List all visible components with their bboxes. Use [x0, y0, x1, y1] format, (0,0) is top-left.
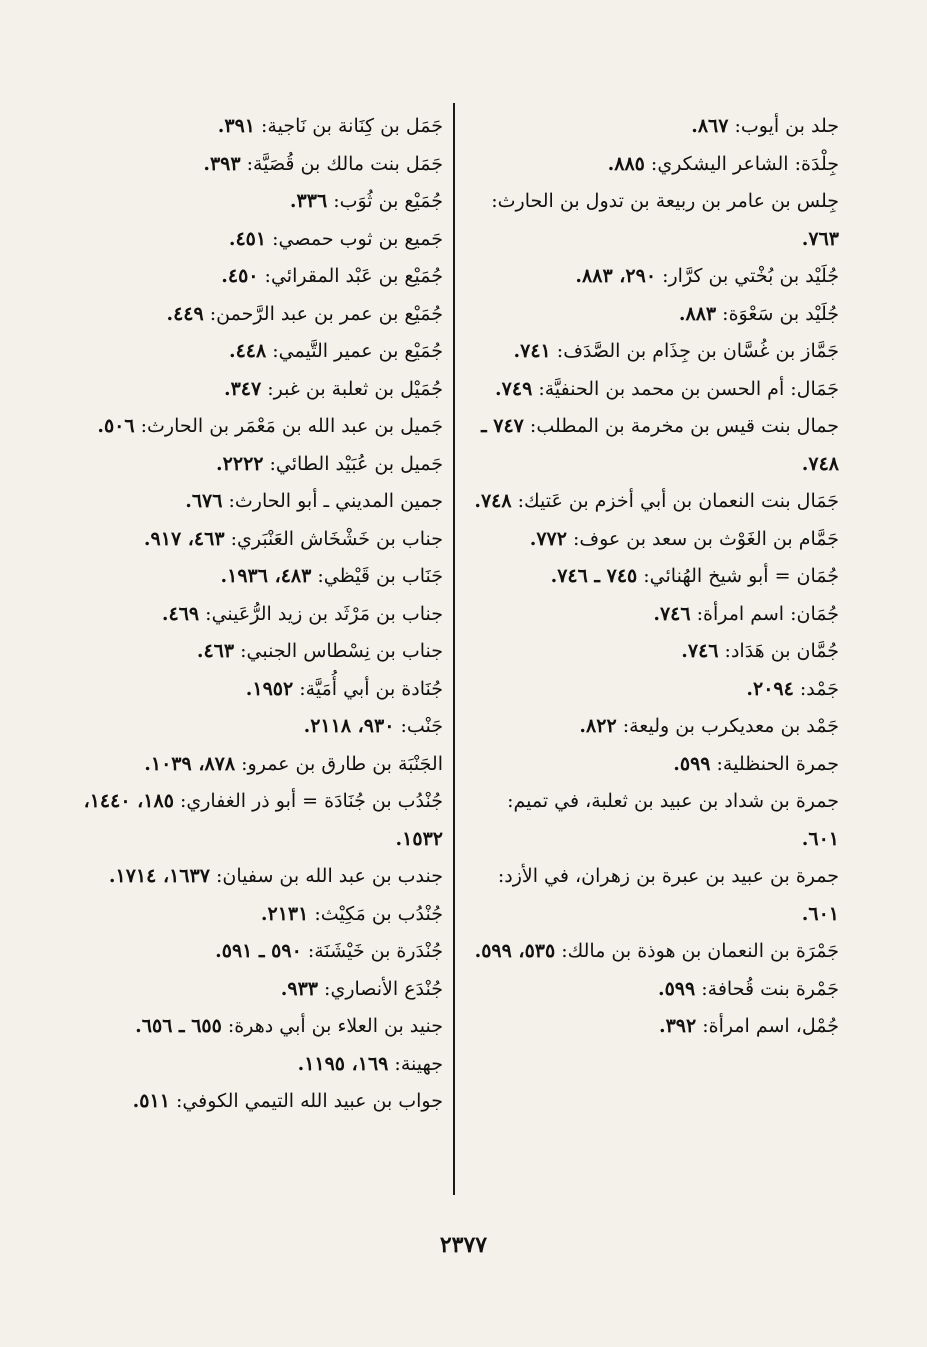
entry-name: جُمْل، اسم امرأة: — [696, 1015, 839, 1037]
entry-page-refs: ٤٨٣، ١٩٣٦. — [220, 565, 312, 587]
index-entry — [72, 521, 443, 559]
index-entry — [468, 1008, 839, 1046]
index-entry — [468, 746, 839, 784]
index-entry — [468, 671, 839, 709]
entry-page-refs: ٦٥٥ ـ ٦٥٦. — [135, 1015, 222, 1037]
entry-page-refs: ٥١١. — [132, 1090, 170, 1112]
entry-page-refs: ٧٤٦. — [681, 640, 719, 662]
entry-name: جَمْد بن معديكرب بن وليعة: — [616, 715, 839, 737]
entry-name: جُنْدُب بن جُنَادَة = أبو ذر الغفاري: — [173, 790, 443, 812]
entry-page-refs: ٦٠١. — [801, 827, 839, 850]
entry-name: جُلَيْد بن سَعْوَة: — [716, 302, 839, 325]
index-entry — [72, 258, 443, 296]
entry-page-refs: ٢٩٠، ٨٨٣. — [575, 265, 657, 287]
entry-page-refs: ٧٦٣. — [801, 227, 839, 250]
entry-name: جندب بن عبد الله بن سفيان: — [209, 865, 443, 887]
index-entry — [72, 896, 443, 934]
index-entry — [72, 108, 443, 146]
entry-page-refs: ٥٣٥، ٥٩٩. — [474, 940, 556, 962]
index-entry — [72, 971, 443, 1009]
index-entry — [72, 1008, 443, 1046]
entry-name: جمرة الحنظلية: — [710, 752, 839, 775]
entry-page-refs: ٧٤٩. — [495, 377, 533, 400]
index-entry — [72, 1046, 443, 1084]
entry-name: جُمَيْع بن عَبْد المقرائي: — [258, 265, 443, 287]
entry-name: جُنْدَرة بن خَيْشَنَة: — [301, 940, 443, 962]
entry-name: جُمَيْع بن عمير التَّيمي: — [266, 340, 443, 362]
entry-name: جِلس بن عامر بن ربيعة بن تدول بن الحارث: — [491, 190, 839, 212]
index-column-left — [72, 108, 443, 1121]
index-entry — [468, 408, 839, 483]
index-entry — [72, 1083, 443, 1121]
entry-name: جَمَال: أم الحسن بن محمد بن الحنفيَّة: — [532, 377, 839, 400]
entry-page-refs: ١٦٣٧، ١٧١٤. — [108, 865, 210, 887]
entry-page-refs: ٢٠٩٤. — [746, 677, 794, 700]
index-entry — [468, 483, 839, 521]
index-entry — [72, 933, 443, 971]
entry-name: جَميل بن عبد الله بن مَعْمَر بن الحارث: — [134, 415, 443, 437]
index-entry — [468, 296, 839, 334]
entry-name: جُمَيْع بن عمر بن عبد الرَّحمن: — [203, 302, 443, 325]
entry-name: جُنَادة بن أبي أُمَيَّة: — [293, 677, 443, 700]
column-divider — [453, 103, 455, 1195]
index-entry — [72, 221, 443, 259]
entry-page-refs: ٧٤٥ ـ ٧٤٦. — [550, 565, 638, 587]
entry-name: جَنْب: — [394, 715, 443, 737]
entry-name: جواب بن عبيد الله التيمي الكوفي: — [169, 1090, 443, 1112]
entry-page-refs: ٥٠٦. — [97, 415, 135, 437]
index-entry — [468, 708, 839, 746]
entry-name: جُمَان: اسم امرأة: — [690, 602, 839, 625]
index-entry — [72, 596, 443, 634]
entry-page-refs: ٣٩١. — [217, 115, 255, 137]
entry-page-refs: ٨٨٥. — [607, 152, 645, 175]
index-entry — [468, 633, 839, 671]
entry-page-refs: ٦٧٦. — [185, 490, 223, 512]
entry-page-refs: ٤٦٩. — [161, 602, 200, 625]
entry-name: جَمْرَة بن النعمان بن هوذة بن مالك: — [555, 940, 839, 962]
entry-page-refs: ٧٤٦. — [653, 602, 691, 625]
entry-name: جَمَّام بن الغَوْث بن سعد بن عوف: — [566, 527, 839, 550]
entry-page-refs: ٨٦٧. — [691, 115, 729, 137]
entry-name: جُلَيْد بن بُخْتي بن كرَّار: — [656, 265, 839, 287]
index-entry — [72, 746, 443, 784]
entry-name: جمال بنت قيس بن مخرمة بن المطلب: — [523, 415, 839, 437]
entry-name: جَمْرة بنت قُحافة: — [695, 977, 839, 1000]
entry-name: جُمَيْل بن ثعلبة بن غبر: — [261, 377, 443, 400]
index-entry — [468, 933, 839, 971]
index-entry — [468, 521, 839, 559]
index-entry — [72, 183, 443, 221]
entry-page-refs: ٧٤١. — [513, 340, 551, 362]
entry-page-refs: ٤٤٨. — [228, 340, 267, 362]
entry-page-refs: ١٩٥٢. — [245, 677, 294, 700]
index-entry — [468, 971, 839, 1009]
index-entry — [72, 708, 443, 746]
entry-page-refs: ١٨٥، ١٤٤٠، ١٥٣٢. — [83, 790, 443, 850]
index-entry — [468, 858, 839, 933]
index-entry — [72, 783, 443, 858]
index-entry — [468, 183, 839, 258]
entry-name: جَميل بن عُبَيْد الطائي: — [263, 452, 443, 475]
entry-name: جِلْدَة: الشاعر اليشكري: — [644, 152, 839, 175]
entry-page-refs: ٣٩٢. — [658, 1015, 697, 1037]
entry-name: جَمَال بنت النعمان بن أبي أخزم بن عَتيك: — [511, 490, 839, 512]
entry-page-refs: ١٦٩، ١١٩٥. — [297, 1052, 389, 1075]
entry-page-refs: ٩٣٣. — [280, 977, 319, 1000]
entry-page-refs: ٨٨٣. — [678, 302, 717, 325]
entry-name: جناب بن خَشْخَاش العَنْبَري: — [224, 527, 443, 550]
index-entry — [72, 671, 443, 709]
index-entry — [72, 371, 443, 409]
index-entry — [468, 783, 839, 858]
index-entry — [72, 558, 443, 596]
entry-page-refs: ٣٣٦. — [289, 190, 328, 212]
entry-page-refs: ٢١٣١. — [260, 902, 309, 925]
entry-name: جمرة بن عبيد بن عبرة بن زهران، في الأزد: — [497, 865, 839, 887]
index-entry — [72, 483, 443, 521]
index-entry — [468, 333, 839, 371]
entry-page-refs: ٥٩٠ ـ ٥٩١. — [215, 940, 302, 962]
index-entry — [72, 446, 443, 484]
entry-name: جَميع بن ثوب حمصي: — [266, 227, 443, 250]
entry-page-refs: ٧٧٢. — [529, 527, 567, 550]
entry-name: جُمَان = أبو شيخ الهُنائي: — [637, 565, 839, 587]
entry-name: جنيد بن العلاء بن أبي دهرة: — [221, 1015, 443, 1037]
index-entry — [468, 108, 839, 146]
entry-name: جُمَيْع بن ثُوَب: — [327, 190, 443, 212]
index-entry — [468, 558, 839, 596]
entry-page-refs: ٢٢٢٢. — [216, 452, 264, 475]
entry-name: جَمَّاز بن غُسَّان بن جِذَام بن الصَّدَف: — [550, 340, 839, 362]
entry-page-refs: ٥٩٩. — [657, 977, 696, 1000]
index-entry — [468, 146, 839, 184]
entry-page-refs: ٣٤٧. — [223, 377, 262, 400]
entry-page-refs: ٤٥١. — [228, 227, 267, 250]
index-entry — [72, 296, 443, 334]
index-entry — [468, 371, 839, 409]
entry-page-refs: ٧٤٧ ـ ٧٤٨. — [481, 415, 839, 475]
entry-name: جمين المديني ـ أبو الحارث: — [222, 490, 443, 512]
page-number: ٢٣٧٧ — [439, 1232, 488, 1258]
entry-page-refs: ٨٧٨، ١٠٣٩. — [144, 752, 236, 775]
entry-name: جَنَاب بن قَيْظي: — [311, 565, 443, 587]
index-entry — [72, 146, 443, 184]
entry-page-refs: ٤٥٠. — [221, 265, 259, 287]
index-entry — [468, 596, 839, 634]
entry-page-refs: ٤٦٣. — [196, 640, 235, 662]
index-entry — [72, 633, 443, 671]
entry-page-refs: ٤٤٩. — [166, 302, 204, 325]
entry-page-refs: ٦٠١. — [801, 902, 839, 925]
index-entry — [72, 408, 443, 446]
entry-name: الجَنْبَة بن طارق بن عمرو: — [235, 752, 443, 775]
entry-page-refs: ٣٩٣. — [203, 152, 241, 175]
entry-page-refs: ٩٣٠، ٢١١٨. — [303, 715, 395, 737]
entry-name: جلد بن أيوب: — [728, 115, 839, 137]
entry-page-refs: ٤٦٣، ٩١٧. — [143, 527, 225, 550]
entry-page-refs: ٥٩٩. — [673, 752, 711, 775]
index-entry — [72, 333, 443, 371]
entry-name: جُنْدُب بن مَكِيْث: — [308, 902, 443, 925]
entry-name: جناب بن مَرْثَد بن زيد الرُّعَيني: — [199, 602, 443, 625]
index-entry — [72, 858, 443, 896]
entry-name: جناب بن نِسْطاس الجنبي: — [234, 640, 443, 662]
entry-name: جَمَل بن كِنَانة بن نَاجية: — [254, 115, 443, 137]
entry-name: جُمَّان بن هَدَاد: — [718, 640, 839, 662]
index-entry — [468, 258, 839, 296]
entry-name: جَمْد: — [793, 677, 839, 700]
entry-name: جُنْدَع الأنصاري: — [318, 977, 443, 1000]
entry-page-refs: ٨٢٢. — [579, 715, 617, 737]
entry-name: جهينة: — [388, 1052, 443, 1075]
entry-page-refs: ٧٤٨. — [474, 490, 512, 512]
entry-name: جمرة بن شداد بن عبيد بن ثعلبة، في تميم: — [507, 790, 839, 812]
entry-name: جَمَل بنت مالك بن قُصَيَّة: — [240, 152, 443, 175]
index-column-right — [468, 108, 839, 1046]
